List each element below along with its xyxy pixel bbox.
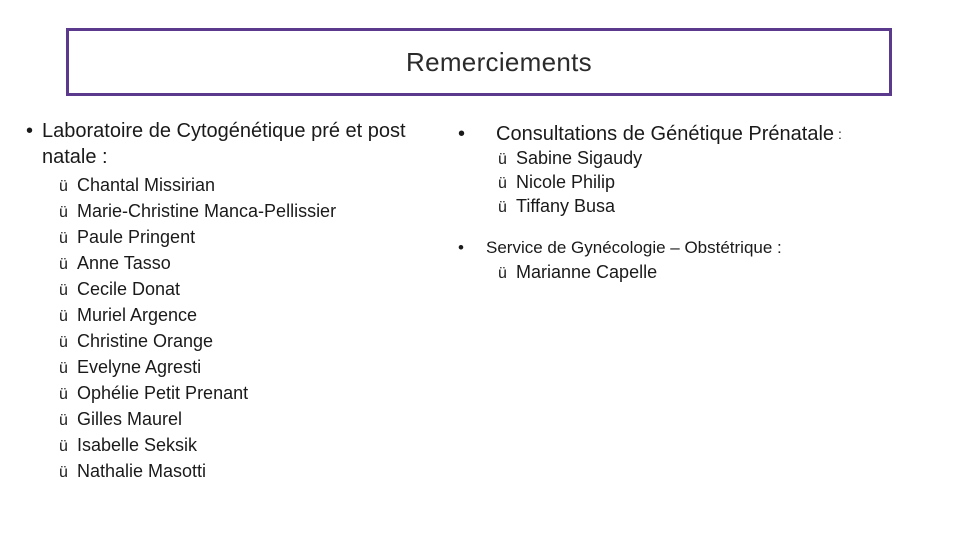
person-name: Nathalie Masotti (77, 461, 207, 481)
person-name: Marie-Christine Manca-Pellissier (77, 201, 337, 221)
person-name: Ophélie Petit Prenant (77, 383, 249, 403)
list-item (59, 328, 446, 354)
person-name: Christine Orange (77, 331, 214, 351)
service-names-list (498, 260, 948, 284)
person-name: Nicole Philip (516, 172, 616, 192)
lab-names-list (59, 172, 446, 484)
lab-heading (26, 118, 446, 170)
list-item (59, 276, 446, 302)
title-box (66, 28, 892, 96)
person-name: Chantal Missirian (77, 175, 216, 195)
lab-heading-text: Laboratoire de Cytogénétique pré et post natale : (42, 120, 406, 168)
service-heading (458, 236, 948, 260)
consultations-heading-text: Consultations de Génétique Prénatale (496, 123, 835, 145)
checkmark-icon: ü (59, 230, 68, 247)
list-item (59, 224, 446, 250)
person-name: Cecile Donat (77, 279, 181, 299)
person-name: Evelyne Agresti (77, 357, 202, 377)
left-column (26, 118, 446, 484)
bullet-icon: • (458, 123, 466, 145)
checkmark-icon: ü (59, 256, 68, 273)
checkmark-icon: ü (59, 334, 68, 351)
checkmark-icon: ü (59, 386, 68, 403)
person-name: Paule Pringent (77, 227, 196, 247)
list-item (59, 302, 446, 328)
consultations-names-list (498, 146, 948, 218)
service-heading-text: Service de Gynécologie – Obstétrique : (486, 238, 782, 257)
list-item (59, 380, 446, 406)
checkmark-icon: ü (59, 204, 68, 221)
checkmark-icon: ü (498, 151, 507, 168)
list-item (498, 194, 948, 218)
bullet-icon: • (26, 120, 34, 142)
consultations-heading (458, 120, 948, 148)
checkmark-icon: ü (59, 308, 68, 325)
person-name: Isabelle Seksik (77, 435, 198, 455)
checkmark-icon: ü (59, 360, 68, 377)
person-name: Gilles Maurel (77, 409, 183, 429)
person-name: Marianne Capelle (516, 262, 658, 282)
checkmark-icon: ü (59, 178, 68, 195)
checkmark-icon: ü (59, 282, 68, 299)
list-item (498, 170, 948, 194)
person-name: Muriel Argence (77, 305, 198, 325)
checkmark-icon: ü (498, 199, 507, 216)
list-item (59, 250, 446, 276)
list-item (59, 172, 446, 198)
checkmark-icon: ü (498, 265, 507, 282)
list-item (59, 354, 446, 380)
bullet-icon: • (458, 238, 464, 257)
list-item (59, 458, 446, 484)
person-name: Sabine Sigaudy (516, 148, 643, 168)
person-name: Anne Tasso (77, 253, 171, 273)
checkmark-icon: ü (59, 412, 68, 429)
person-name: Tiffany Busa (516, 196, 616, 216)
list-item (498, 146, 948, 170)
list-item (59, 432, 446, 458)
checkmark-icon: ü (59, 438, 68, 455)
right-column (458, 120, 948, 284)
checkmark-icon: ü (498, 175, 507, 192)
slide-title: Remerciements (406, 46, 592, 77)
consultations-heading-colon: : (838, 126, 842, 142)
checkmark-icon: ü (59, 464, 68, 481)
list-item (498, 260, 948, 284)
list-item (59, 198, 446, 224)
list-item (59, 406, 446, 432)
